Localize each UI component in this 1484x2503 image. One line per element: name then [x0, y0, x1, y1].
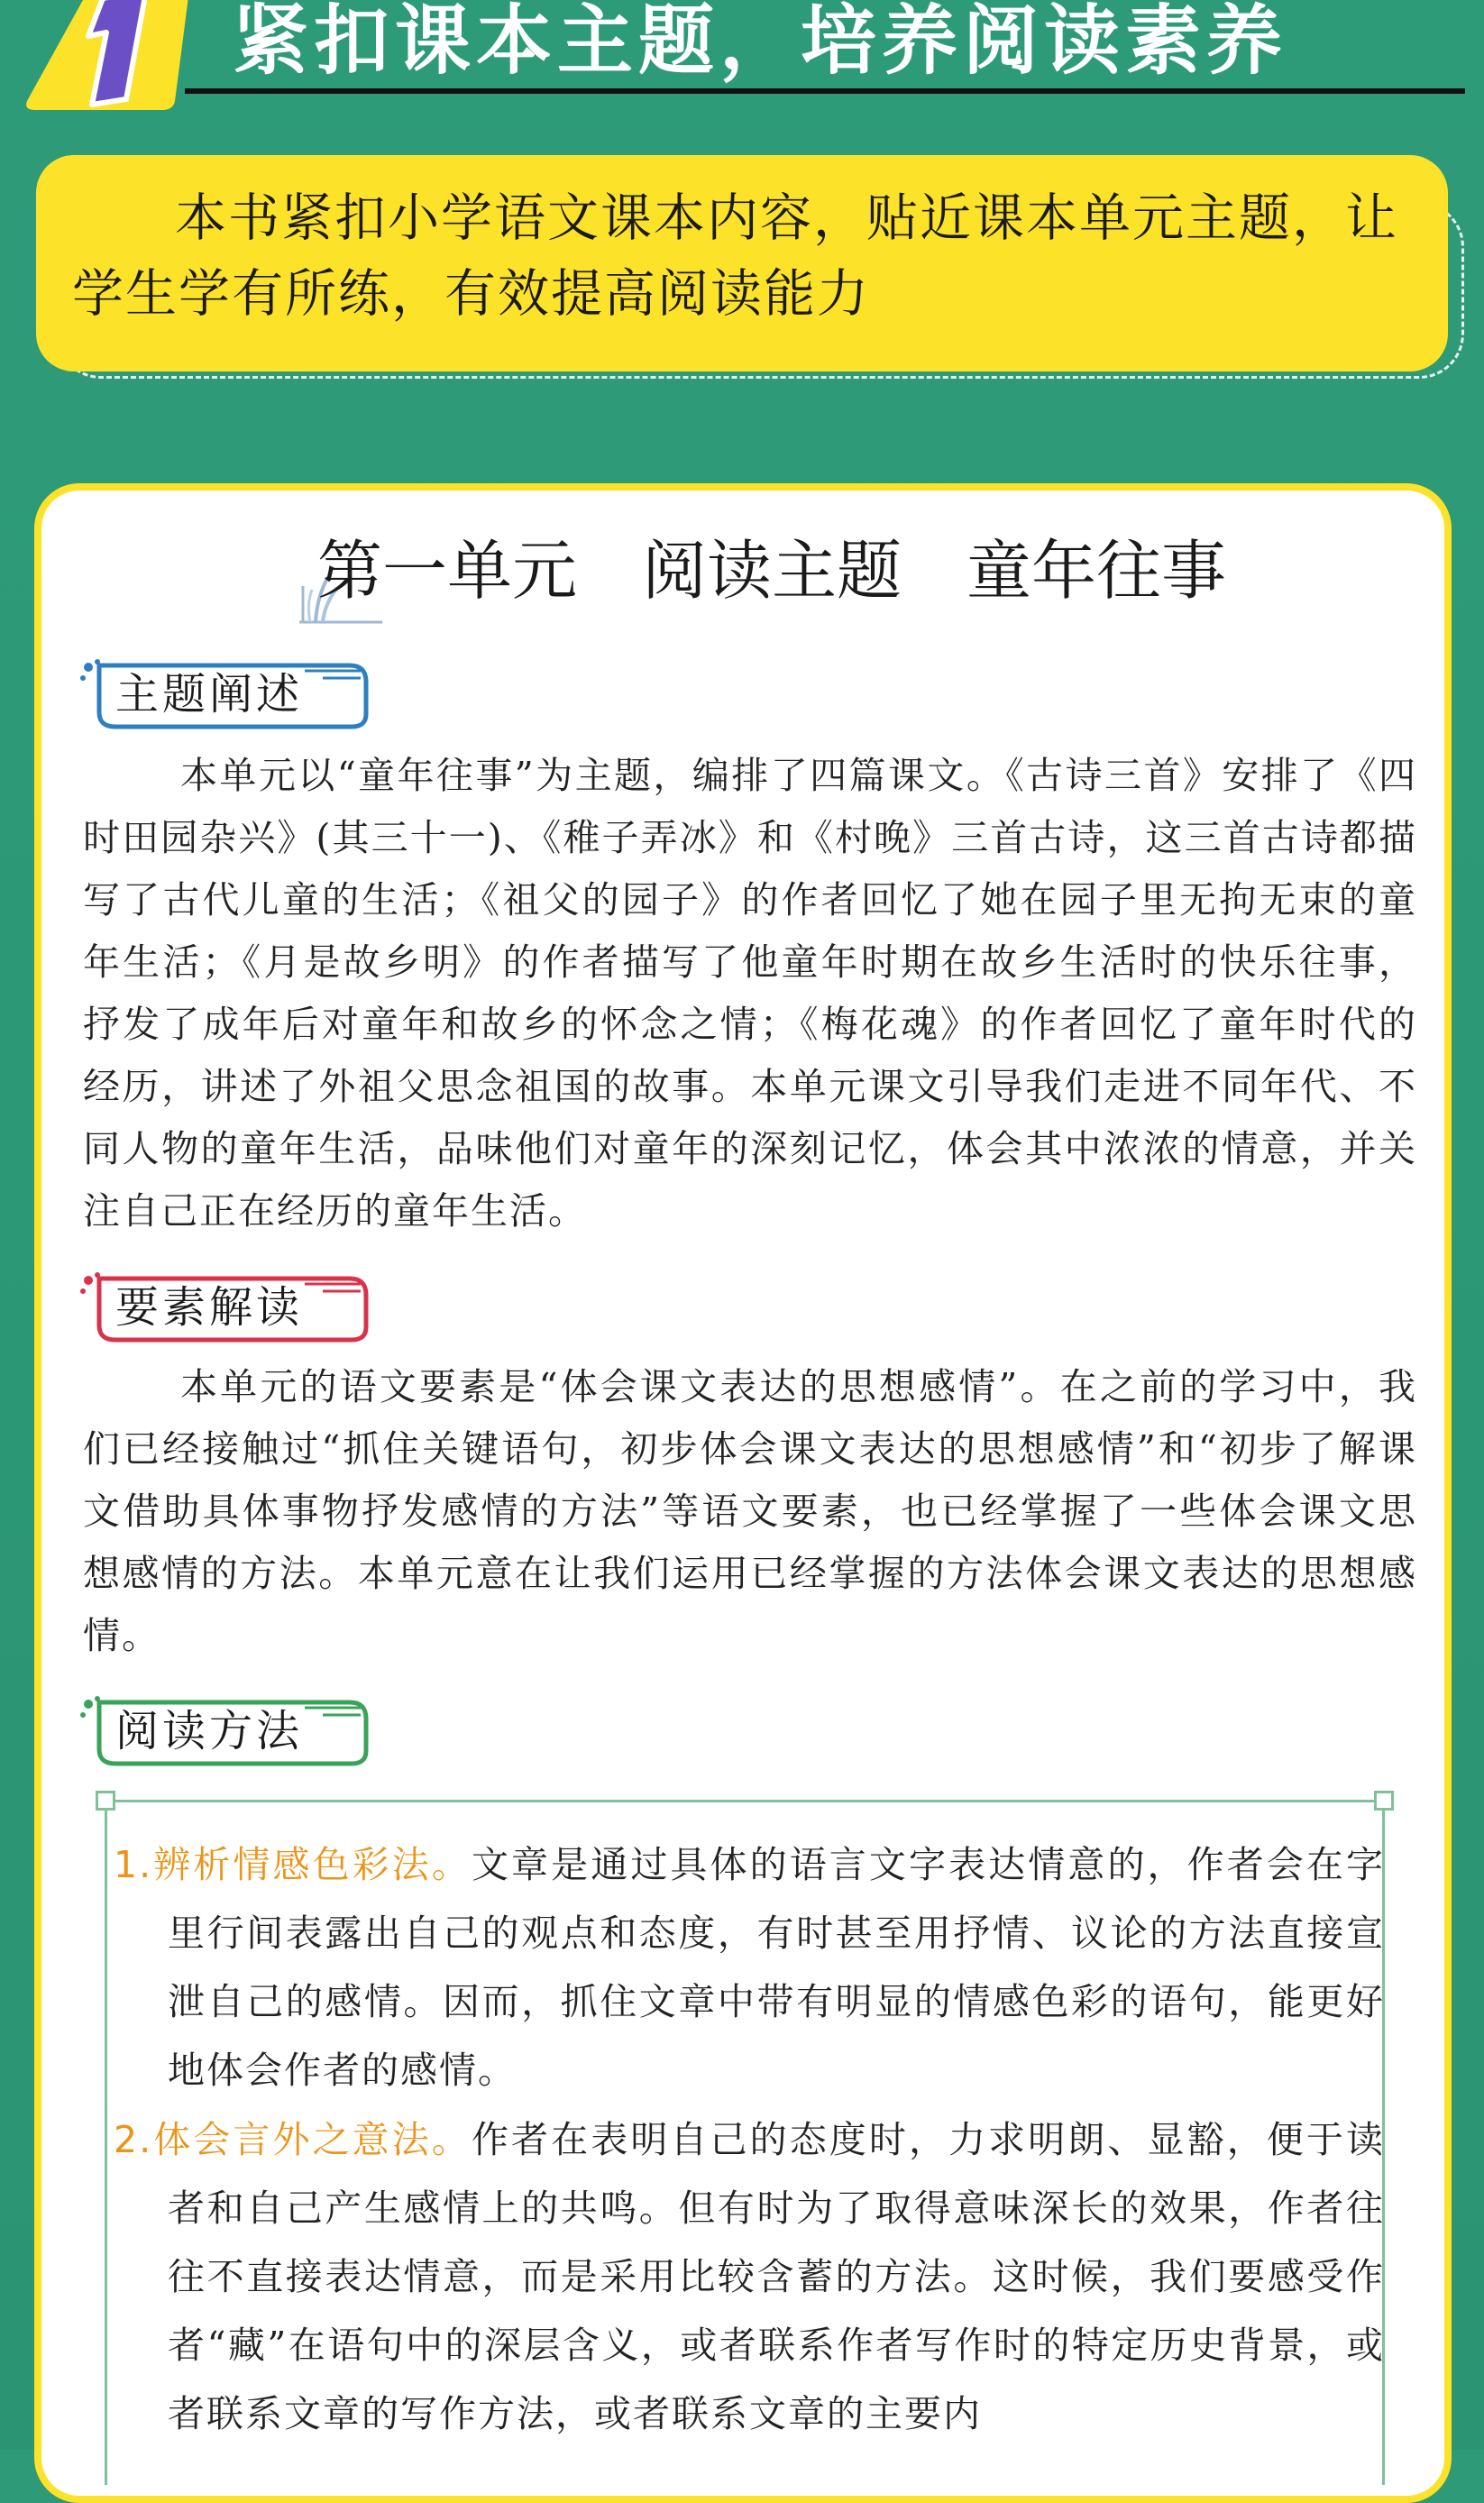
- frame-corner-right: [1374, 1791, 1394, 1811]
- method-item-2: [114, 2105, 1385, 2448]
- section-header-theme: [79, 658, 377, 730]
- frame-corner-left: [96, 1791, 115, 1811]
- method-item-1: [114, 1830, 1385, 2104]
- intro-text: 本书紧扣小学语文课本内容，贴近课本单元主题，让学生学有所练，有效提高阅读能力: [72, 188, 1398, 324]
- header-divider: [185, 88, 1465, 94]
- section-header-methods: [79, 1695, 377, 1767]
- method-name: 体会言外之意法。: [152, 2118, 472, 2161]
- method-text: 文章是通过具体的语言文字表达情意的，作者会在字里行间表露出自己的观点和态度，有时甚至用抒情、议论的方法直接宣泄自己的感情。因而，抓住文章中带有明显的情感色彩的语句，能更好地体会作者的感情。: [168, 1843, 1386, 2092]
- intro-box: [36, 155, 1448, 371]
- unit-title: 第一单元 阅读主题 童年往事: [317, 533, 1227, 609]
- header-title: 紧扣课本主题，培养阅读素养: [233, 0, 1288, 85]
- method-text: 作者在表明自己的态度时，力求明朗、显豁，便于读者和自己产生感情上的共鸣。但有时为了取得意味深长的效果，作者往往不直接表达情意，而是采用比较含蓄的方法。这时候，我们要感受作者“藏”在语句中的深层含义，或者联系作者写作时的特定历史背景，或者联系文章的写作方法，或者联系文章的主要内: [168, 2118, 1386, 2435]
- section-theme-text: [83, 745, 1417, 1242]
- method-name: 辨析情感色彩法。: [152, 1843, 472, 1886]
- method-number: 1.: [114, 1843, 153, 1886]
- section-header-elements: [79, 1271, 377, 1343]
- paragraph: 本单元以“童年往事”为主题，编排了四篇课文。《古诗三首》安排了《四时田园杂兴》(其三十一)、《稚子弄冰》和《村晚》三首古诗，这三首古诗都描写了古代儿童的生活；《祖父的园子》的作者回忆了她在园子里无拘无束的童年生活；《月是故乡明》的作者描写了他童年时期在故乡生活时的快乐往事，抒发了成年后对童年和故乡的怀念之情；《梅花魂》的作者回忆了童年时代的经历，讲述了外祖父思念祖国的故事。本单元课文引导我们走进不同年代、不同人物的童年生活，品味他们对童年的深刻记忆，体会其中浓浓的情意，并关注自己正在经历的童年生活。: [83, 754, 1417, 1233]
- section-label: 要素解读: [115, 1282, 304, 1333]
- method-number: 2.: [114, 2118, 153, 2161]
- paragraph: 本单元的语文要素是“体会课文表达的思想感情”。在之前的学习中，我们已经接触过“抓住关键语句，初步体会课文表达的思想感情”和“初步了解课文借助具体事物抒发感情的方法”等语文要素，也已经掌握了一些体会课文思想感情的方法。本单元意在让我们运用已经掌握的方法体会课文表达的思想感情。: [83, 1365, 1417, 1657]
- section-label: 主题阐述: [115, 669, 304, 720]
- number-one-badge-icon: [20, 0, 191, 117]
- section-elements-text: [83, 1356, 1417, 1667]
- section-label: 阅读方法: [115, 1706, 304, 1756]
